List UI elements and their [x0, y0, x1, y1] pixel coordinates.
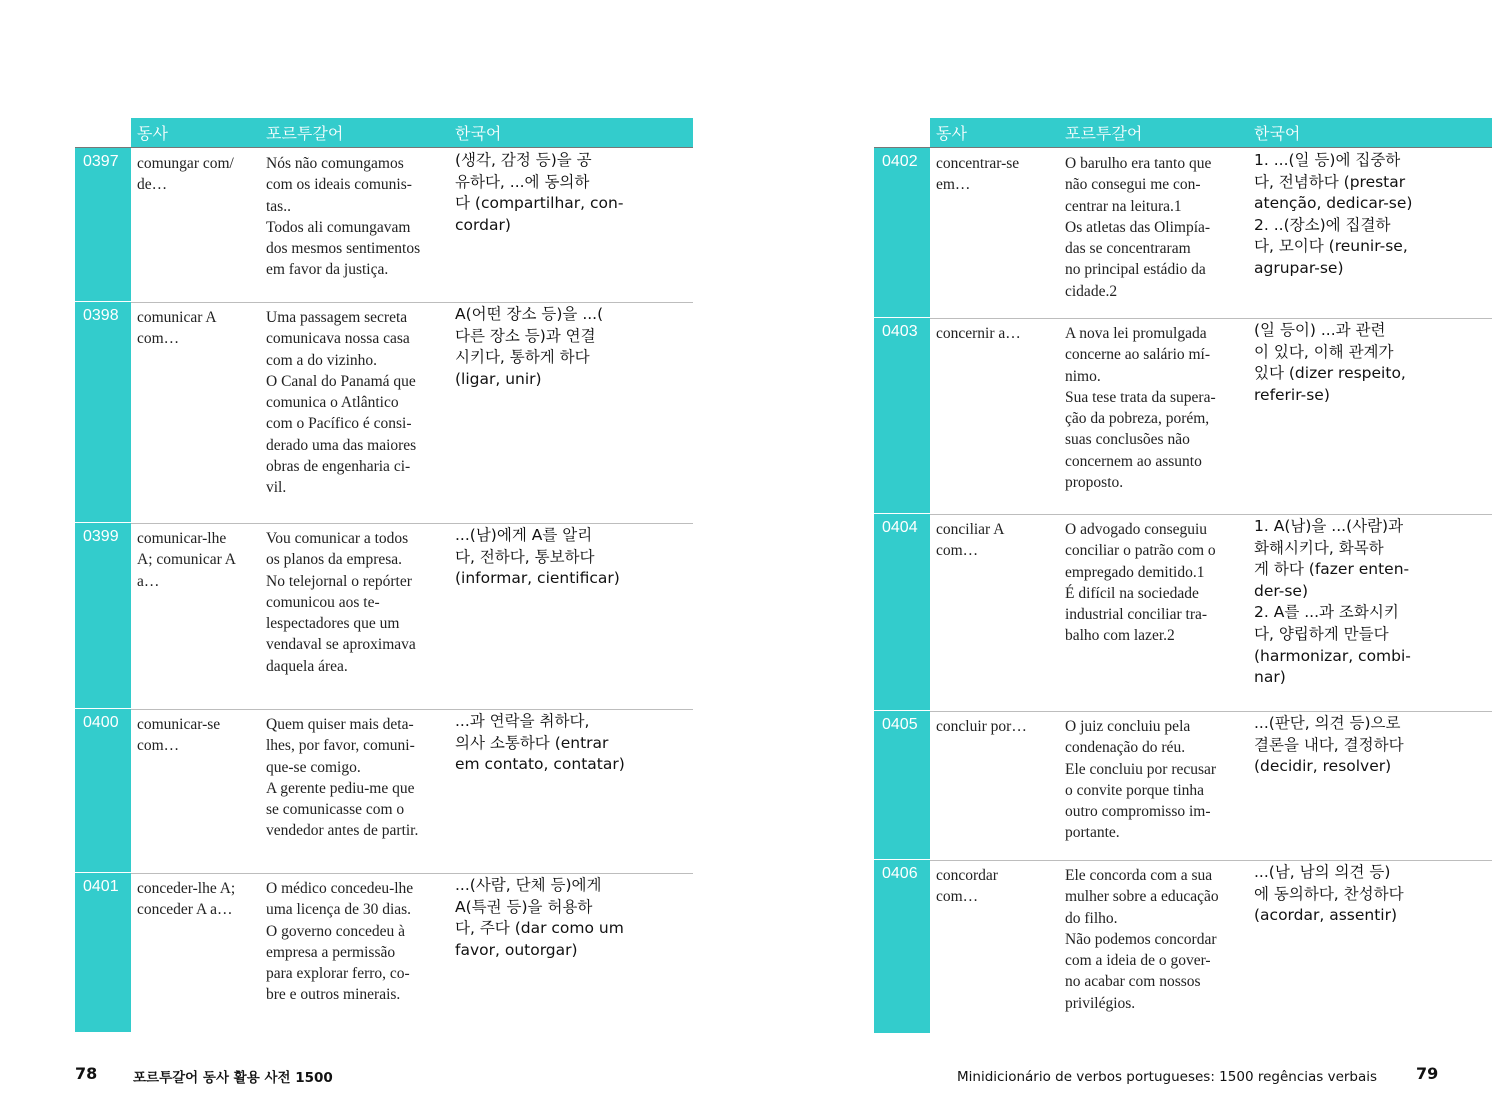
- entry-verb: comunicar A com…: [137, 309, 217, 348]
- entry-korean: 1. ...(일 등)에 집중하 다, 전념하다 (prestar atenção, dedicar-se) 2. ..(장소)에 집결하 다, 모이다 (reunir-se, agrupar-se): [1254, 151, 1413, 277]
- entry-number: 0406: [874, 860, 930, 1033]
- row-divider: [131, 302, 693, 303]
- entry-example: Ele concorda com a sua mulher sobre a educação do filho. Não podemos concordar com a ideia de o gover- no acabar com nossos privilégios.: [1065, 867, 1219, 1012]
- entry-verb: concordar com…: [936, 867, 998, 906]
- entry-number: 0405: [874, 711, 930, 859]
- entry-verb: comunicar-lhe A; comunicar A a…: [137, 530, 237, 590]
- entry-number: 0397: [75, 148, 131, 301]
- entry-example: Quem quiser mais deta- lhes, por favor, comuni- que-se comigo. A gerente pediu-me que se comunicasse com o vendedor antes de partir.: [266, 716, 419, 840]
- entry-row: [874, 318, 1492, 513]
- entry-number: 0402: [874, 148, 930, 317]
- entry-row: [75, 302, 693, 522]
- entry-row: [75, 148, 693, 301]
- right-running-title-wrap: [957, 1066, 1377, 1085]
- entry-example: Nós não comungamos com os ideais comunis- tas.. Todos ali comungavam dos mesmos sentimentos em favor da justiça.: [266, 155, 421, 279]
- row-divider: [131, 523, 693, 524]
- table-header: [131, 118, 693, 147]
- entry-korean: (생각, 감정 등)을 공 유하다, ...에 동의하 다 (compartilhar, con- cordar): [455, 151, 624, 234]
- entry-korean: ...(남, 남의 의견 등) 에 동의하다, 찬성하다 (acordar, assentir): [1254, 863, 1404, 925]
- entry-number: 0399: [75, 523, 131, 708]
- left-footer: [75, 1064, 97, 1083]
- entry-example: O médico concedeu-lhe uma licença de 30 dias. O governo concedeu à empresa a permissão para explorar ferro, co- bre e outros minerais.: [266, 880, 414, 1004]
- entry-number: 0401: [75, 873, 131, 1032]
- entry-number: 0403: [874, 318, 930, 513]
- entry-korean: A(어떤 장소 등)을 ...( 다른 장소 등)과 연결 시키다, 통하게 하다 (ligar, unir): [455, 305, 604, 388]
- table-header: [930, 118, 1492, 147]
- right-page-number: 79: [1416, 1064, 1439, 1083]
- entry-row: [75, 523, 693, 708]
- entry-verb: concernir a…: [936, 325, 1021, 342]
- header-portuguese: 포르투갈어: [266, 124, 344, 143]
- entry-korean: ...(남)에게 A를 알리 다, 전하다, 통보하다 (informar, cientificar): [455, 526, 620, 588]
- entry-verb: comungar com/ de…: [137, 155, 234, 194]
- header-verb: 동사: [137, 124, 168, 143]
- entry-example: A nova lei promulgada concerne ao salário mí- nimo. Sua tese trata da supera- ção da pobreza, porém, suas conclusões não concernem ao assunto proposto.: [1065, 325, 1216, 492]
- row-divider: [930, 860, 1492, 861]
- left-running-title-wrap: [133, 1066, 333, 1086]
- entry-number: 0404: [874, 514, 930, 710]
- right-footer: [1416, 1064, 1438, 1083]
- entry-verb: comunicar-se com…: [137, 716, 221, 755]
- entry-row: [874, 148, 1492, 317]
- entry-verb: conciliar A com…: [936, 521, 1005, 560]
- header-korean: 한국어: [455, 124, 502, 143]
- left-page-number: 78: [75, 1064, 98, 1083]
- entry-row: [874, 711, 1492, 859]
- entry-row: [75, 709, 693, 872]
- entry-korean: ...과 연락을 취하다, 의사 소통하다 (entrar em contato, contatar): [455, 712, 625, 774]
- header-portuguese: 포르투갈어: [1065, 124, 1143, 143]
- entry-example: O advogado conseguiu conciliar o patrão com o empregado demitido.1 É difícil na sociedade industrial conciliar tra- balho com lazer.2: [1065, 521, 1216, 645]
- entry-korean: 1. A(남)을 ...(사람)과 화해시키다, 화목하 게 하다 (fazer enten- der-se) 2. A를 ...과 조화시키 다, 양립하게 만들다 (harmonizar, combi- nar): [1254, 517, 1411, 687]
- entry-row: [75, 873, 693, 1032]
- entry-example: Uma passagem secreta comunicava nossa casa com a do vizinho. O Canal do Panamá que comunica o Atlântico com o Pacífico é consi- derado uma das maiores obras de engenharia ci- vil.: [266, 309, 417, 497]
- entry-example: Vou comunicar a todos os planos da empresa. No telejornal o repórter comunicou aos te- lespectadores que um vendaval se aproximava daquela área.: [266, 530, 416, 675]
- entry-korean: (일 등이) ...과 관련 이 있다, 이해 관계가 있다 (dizer respeito, referir-se): [1254, 321, 1406, 404]
- left-running-title: 포르투갈어 동사 활용 사전 1500: [133, 1070, 333, 1086]
- row-divider: [930, 711, 1492, 712]
- row-divider: [131, 709, 693, 710]
- row-divider: [930, 514, 1492, 515]
- header-verb: 동사: [936, 124, 967, 143]
- entry-verb: concluir por…: [936, 718, 1027, 735]
- row-divider: [131, 873, 693, 874]
- entry-example: O juiz concluiu pela condenação do réu. Ele concluiu por recusar o convite porque tinha outro compromisso im- portante.: [1065, 718, 1217, 842]
- entry-korean: ...(판단, 의견 등)으로 결론을 내다, 결정하다 (decidir, resolver): [1254, 714, 1404, 776]
- entry-korean: ...(사람, 단체 등)에게 A(특권 등)을 허용하 다, 주다 (dar como um favor, outorgar): [455, 876, 624, 959]
- entry-verb: conceder-lhe A; conceder A a…: [137, 880, 236, 919]
- entry-example: O barulho era tanto que não consegui me con- centrar na leitura.1 Os atletas das Olimpía- das se concentraram no principal estádio da cidade.2: [1065, 155, 1212, 300]
- entry-number: 0398: [75, 302, 131, 522]
- entry-row: [874, 860, 1492, 1033]
- row-divider: [930, 318, 1492, 319]
- entry-verb: concentrar-se em…: [936, 155, 1020, 194]
- entry-row: [874, 514, 1492, 710]
- right-running-title: Minidicionário de verbos portugueses: 1500 regências verbais: [957, 1069, 1378, 1085]
- entry-number: 0400: [75, 709, 131, 872]
- header-korean: 한국어: [1254, 124, 1301, 143]
